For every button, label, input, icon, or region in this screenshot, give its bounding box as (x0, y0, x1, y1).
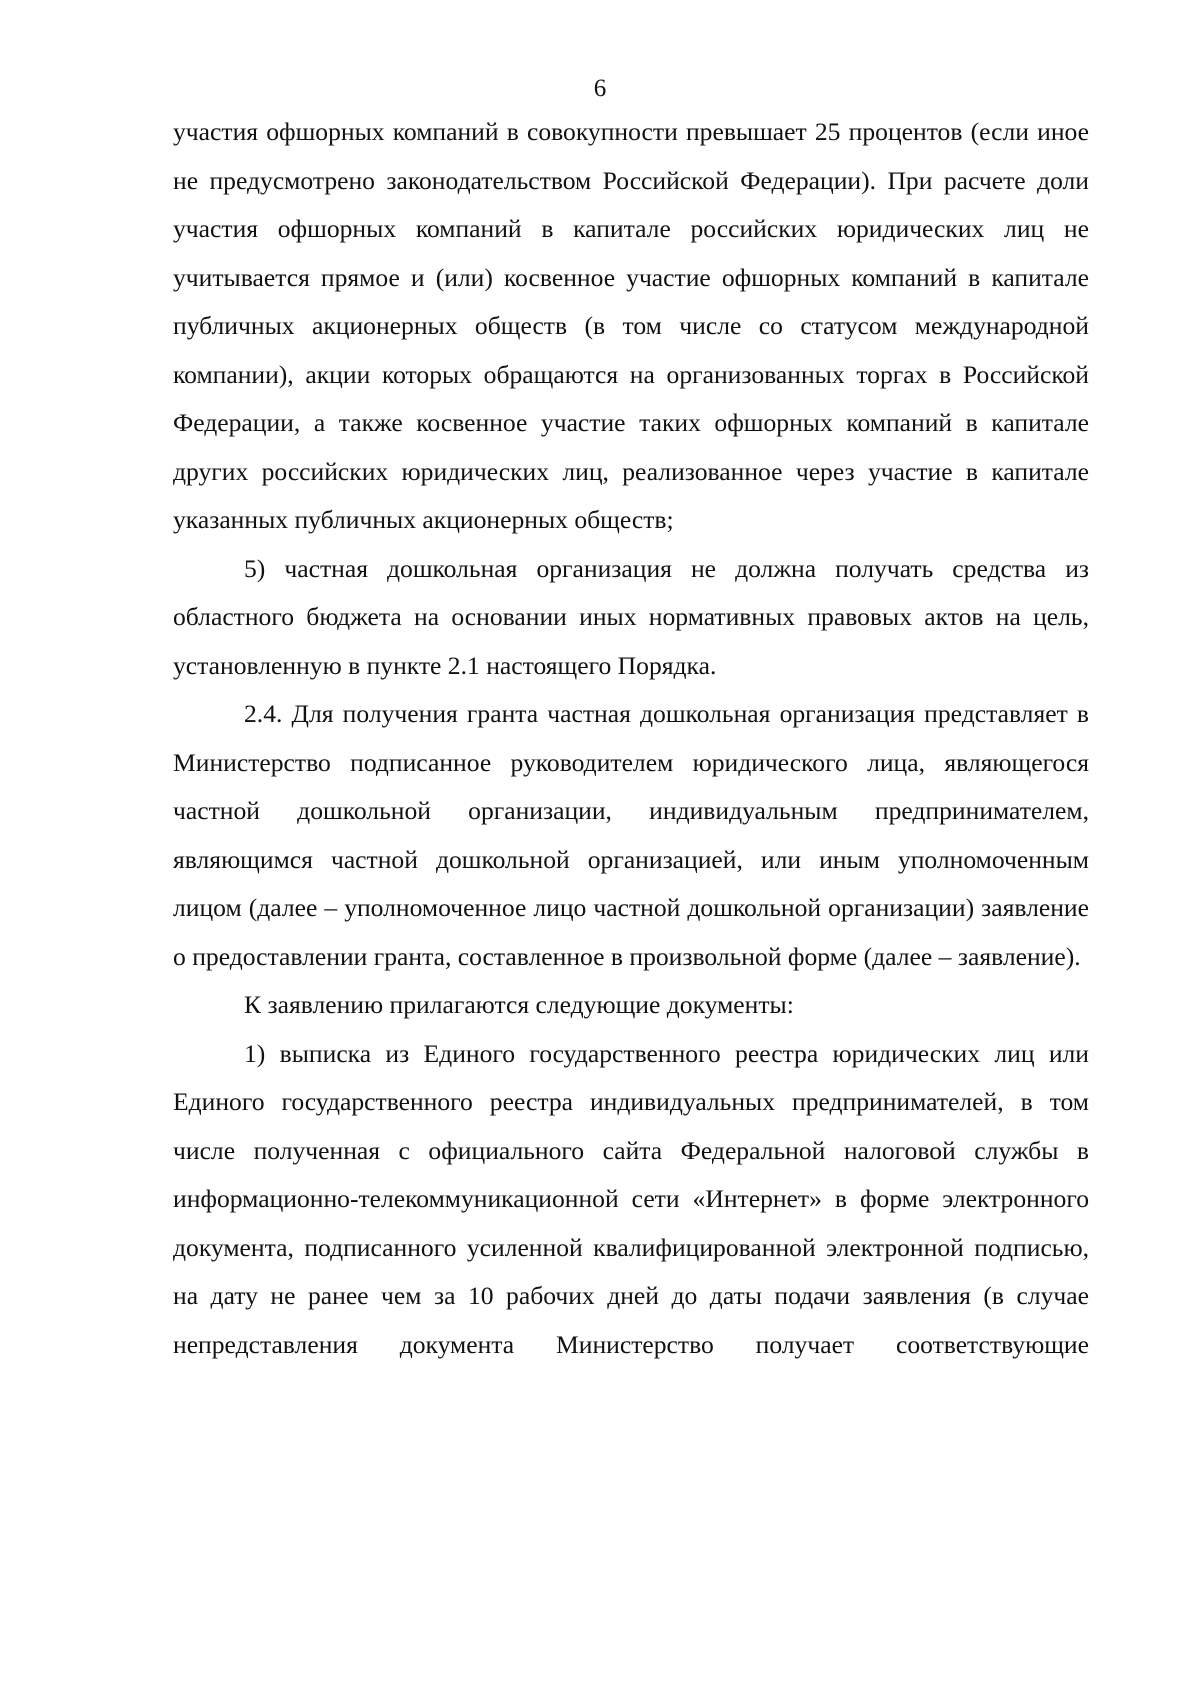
document-body (173, 108, 1089, 1369)
paragraph-clause-2-4: 2.4. Для получения гранта частная дошкольная организация представляет в Министерство подписанное руководителем юридического лица, являющегося частной дошкольной организации, индивидуальным предпринимателем, являющимся частной дошкольной организацией, или иным уполномоченным лицом (далее – уполномоченное лицо частной дошкольной организации) заявление о предоставлении гранта, составленное в произвольной форме (далее – заявление). (173, 699, 1089, 971)
paragraph-attached-documents: К заявлению прилагаются следующие документы: (244, 990, 794, 1019)
paragraph-offshore-participation: участия офшорных компаний в совокупности превышает 25 процентов (если иное не предусмотрено законодательством Российской Федерации). При расчете доли участия офшорных компаний в капитале российских юридических лиц не учитывается прямое и (или) косвенное участие офшорных компаний в капитале публичных акционерных обществ (в том числе со статусом международной компании), акции которых обращаются на организованных торгах в Российской Федерации, а также косвенное участие таких офшорных компаний в капитале других российских юридических лиц, реализованное через участие в капитале указанных публичных акционерных обществ; (173, 117, 1089, 534)
paragraph-item-5: 5) частная дошкольная организация не должна получать средства из областного бюджета на основании иных нормативных правовых актов на цель, установленную в пункте 2.1 настоящего Порядка. (173, 553, 1089, 680)
page-number: 6 (593, 75, 607, 102)
paragraph-item-1-extract: 1) выписка из Единого государственного реестра юридических лиц или Единого государственного реестра индивидуальных предпринимателей, в том числе полученная с официального сайта Федеральной налоговой службы в информационно-телекоммуникационной сети «Интернет» в форме электронного документа, подписанного усиленной квалифицированной электронной подписью, на дату не ранее чем за 10 рабочих дней до даты подачи заявления (в случае непредставления документа Министерство получает соответствующие (173, 1038, 1089, 1359)
